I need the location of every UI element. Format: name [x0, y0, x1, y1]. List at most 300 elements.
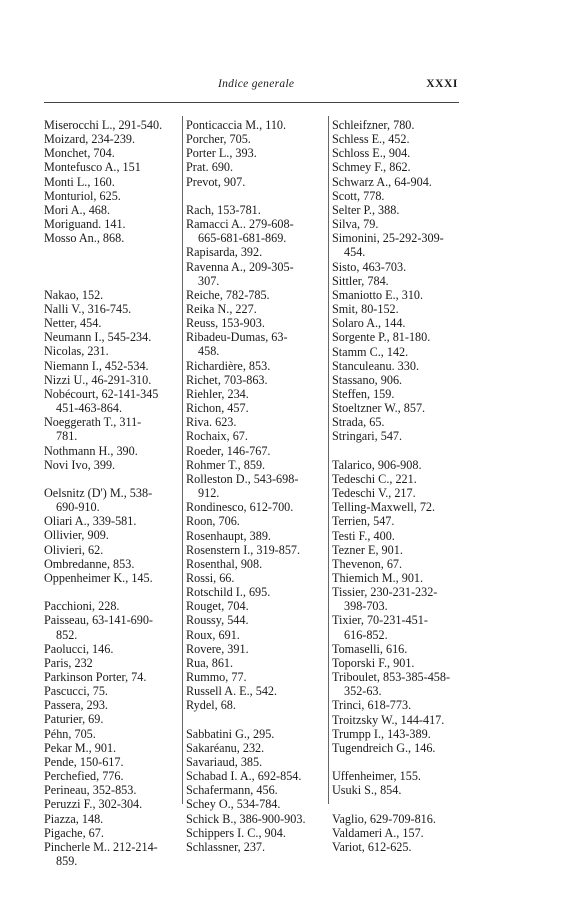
entry-text: Schloss E., 904.	[332, 146, 411, 161]
section-gap	[44, 585, 178, 599]
index-entry	[332, 345, 466, 359]
entry-text: Rochaix, 67.	[186, 429, 248, 444]
entry-text: Schabad I. A., 692-854.	[186, 769, 302, 784]
entry-text: Pigache, 67.	[44, 825, 104, 840]
index-entry	[186, 727, 326, 741]
index-entry	[186, 373, 326, 387]
index-entry	[44, 288, 178, 302]
entry-text: Rua, 861.	[186, 655, 234, 670]
index-entry	[44, 330, 178, 344]
index-entry	[186, 260, 326, 288]
entry-text: Prevot, 907.	[186, 174, 246, 189]
index-entry	[186, 797, 326, 811]
index-entry	[332, 472, 466, 486]
index-column-3	[332, 118, 466, 854]
entry-text: Sittler, 784.	[332, 273, 389, 288]
entry-text: Thiemich M., 901.	[332, 570, 424, 585]
index-entry	[44, 812, 178, 826]
index-entry	[332, 698, 466, 712]
entry-text: Testi F., 400.	[332, 528, 395, 543]
entry-text: Uffenheimer, 155.	[332, 769, 421, 784]
entry-continuation: 852.	[56, 627, 78, 642]
entry-text: Paisseau, 63-141-690-	[44, 613, 153, 628]
entry-text: Vaglio, 629-709-816.	[332, 811, 436, 826]
index-entry	[44, 217, 178, 231]
entry-text: Ollivier, 909.	[44, 528, 109, 543]
index-entry	[332, 274, 466, 288]
entry-text: Telling-Maxwell, 72.	[332, 500, 436, 515]
entry-text: Piazza, 148.	[44, 811, 104, 826]
entry-continuation: 912.	[198, 486, 220, 501]
entry-text: Schippers I. C., 904.	[186, 825, 286, 840]
index-entry	[186, 330, 326, 358]
index-entry	[332, 217, 466, 231]
column-divider	[328, 116, 329, 804]
index-entry	[44, 712, 178, 726]
index-entry	[332, 656, 466, 670]
entry-text: Monti L., 160.	[44, 174, 115, 189]
entry-text: Roussy, 544.	[186, 613, 249, 628]
index-entry	[332, 316, 466, 330]
entry-text: Rolleston D., 543-698-	[186, 471, 299, 486]
index-entry	[332, 160, 466, 174]
entry-text: Richardière, 853.	[186, 358, 271, 373]
entry-text: Netter, 454.	[44, 316, 102, 331]
entry-text: Stoeltzner W., 857.	[332, 401, 426, 416]
entry-text: Reuss, 153-903.	[186, 316, 265, 331]
entry-text: Schwarz A., 64-904.	[332, 174, 432, 189]
entry-continuation: 665-681-681-869.	[198, 231, 287, 246]
entry-text: Sisto, 463-703.	[332, 259, 407, 274]
index-entry	[186, 543, 326, 557]
entry-text: Stringari, 547.	[332, 429, 403, 444]
entry-text: Sabbatini G., 295.	[186, 726, 275, 741]
entry-text: Rossi, 66.	[186, 570, 235, 585]
index-entry	[44, 528, 178, 542]
entry-text: Stamm C., 142.	[332, 344, 409, 359]
entry-text: Niemann I., 452-534.	[44, 358, 149, 373]
index-entry	[44, 571, 178, 585]
index-entry	[332, 302, 466, 316]
entry-text: Perchefied, 776.	[44, 769, 124, 784]
entry-text: Moriguand. 141.	[44, 217, 126, 232]
index-entry	[186, 160, 326, 174]
entry-text: Nothmann H., 390.	[44, 443, 138, 458]
page-number: XXXI	[426, 78, 458, 90]
section-gap	[186, 713, 326, 727]
index-entry	[186, 769, 326, 783]
entry-text: Schless E., 452.	[332, 132, 410, 147]
entry-text: Troitzsky W., 144-417.	[332, 712, 445, 727]
index-entry	[186, 812, 326, 826]
entry-text: Porcher, 705.	[186, 132, 251, 147]
entry-text: Trumpp I., 143-389.	[332, 726, 431, 741]
index-entry	[186, 741, 326, 755]
index-entry	[332, 231, 466, 259]
entry-text: Rotschild I., 695.	[186, 585, 271, 600]
entry-text: Toporski F., 901.	[332, 655, 415, 670]
entry-text: Schlassner, 237.	[186, 839, 266, 854]
entry-text: Terrien, 547.	[332, 514, 395, 529]
entry-text: Rohmer T., 859.	[186, 457, 266, 472]
index-entry	[186, 316, 326, 330]
entry-text: Porter L., 393.	[186, 146, 257, 161]
entry-text: Thevenon, 67.	[332, 556, 403, 571]
index-entry	[332, 373, 466, 387]
entry-text: Reika N., 227.	[186, 302, 257, 317]
entry-text: Richet, 703-863.	[186, 372, 268, 387]
entry-text: Pende, 150-617.	[44, 754, 124, 769]
index-entry	[332, 500, 466, 514]
entry-text: Peruzzi F., 302-304.	[44, 797, 143, 812]
index-entry	[332, 288, 466, 302]
section-gap	[332, 755, 466, 769]
index-entry	[186, 571, 326, 585]
entry-text: Richon, 457.	[186, 401, 249, 416]
entry-text: Savariaud, 385.	[186, 755, 263, 769]
entry-text: Sorgente P., 81-180.	[332, 330, 431, 345]
index-entry	[186, 118, 326, 132]
index-entry	[332, 330, 466, 344]
index-entry	[44, 146, 178, 160]
entry-text: Trinci, 618-773.	[332, 698, 412, 713]
index-entry	[186, 599, 326, 613]
entry-text: Usuki S., 854.	[332, 783, 402, 798]
entry-text: Riva. 623.	[186, 415, 237, 430]
index-column-2	[186, 118, 326, 854]
index-entry	[44, 203, 178, 217]
index-entry	[332, 401, 466, 415]
index-entry	[44, 755, 178, 769]
index-entry	[332, 118, 466, 132]
index-entry	[44, 118, 178, 132]
entry-text: Neumann I., 545-234.	[44, 330, 152, 345]
entry-text: Tezner E, 901.	[332, 542, 403, 557]
index-entry	[332, 727, 466, 741]
index-entry	[44, 769, 178, 783]
index-entry	[186, 472, 326, 500]
index-entry	[186, 585, 326, 599]
entry-text: Montefusco A., 151	[44, 160, 141, 175]
entry-text: Schick B., 386-900-903.	[186, 811, 306, 826]
index-column-1	[44, 118, 178, 869]
index-entry	[186, 670, 326, 684]
index-entry	[332, 189, 466, 203]
index-entry	[44, 684, 178, 698]
index-entry	[186, 458, 326, 472]
section-gap	[44, 245, 178, 259]
entry-text: Noeggerath T., 311-	[44, 415, 142, 430]
index-entry	[44, 344, 178, 358]
index-entry	[44, 741, 178, 755]
entry-text: Monturiol, 625.	[44, 188, 121, 203]
entry-text: Paris, 232	[44, 655, 93, 670]
entry-continuation: 398-703.	[344, 599, 388, 614]
index-entry	[44, 486, 178, 514]
index-entry	[44, 727, 178, 741]
index-entry	[186, 288, 326, 302]
entry-text: Selter P., 388.	[332, 202, 400, 217]
entry-text: Russell A. E., 542.	[186, 684, 278, 699]
header-rule	[44, 102, 459, 103]
index-entry	[332, 840, 466, 854]
index-entry	[44, 514, 178, 528]
entry-text: Nakao, 152.	[44, 287, 104, 302]
entry-text: Rouget, 704.	[186, 599, 249, 614]
entry-text: Passera, 293.	[44, 698, 108, 713]
index-entry	[186, 245, 326, 259]
entry-text: Perineau, 352-853.	[44, 783, 137, 798]
index-entry	[44, 316, 178, 330]
entry-text: Ribadeu-Dumas, 63-	[186, 330, 288, 345]
entry-continuation: 352-63.	[344, 684, 382, 699]
index-entry	[186, 359, 326, 373]
index-entry	[186, 146, 326, 160]
section-gap	[44, 472, 178, 486]
index-entry	[332, 132, 466, 146]
index-entry	[332, 557, 466, 571]
index-entry	[186, 203, 326, 217]
index-entry	[186, 826, 326, 840]
entry-text: Mosso An., 868.	[44, 231, 125, 246]
index-entry	[44, 783, 178, 797]
entry-text: Tixier, 70-231-451-	[332, 613, 428, 628]
entry-text: Pincherle M.. 212-214-	[44, 839, 158, 854]
index-entry	[332, 769, 466, 783]
entry-text: Smaniotto E., 310.	[332, 287, 424, 302]
entry-text: Nicolas, 231.	[44, 344, 109, 359]
index-entry	[332, 387, 466, 401]
entry-text: Paturier, 69.	[44, 712, 104, 727]
index-entry	[44, 160, 178, 174]
entry-continuation: 690-910.	[56, 500, 100, 515]
entry-text: Tomaselli, 616.	[332, 641, 408, 656]
index-entry	[186, 755, 326, 769]
index-entry	[332, 260, 466, 274]
entry-text: Variot, 612-625.	[332, 839, 412, 854]
index-entry	[332, 429, 466, 443]
index-entry	[44, 302, 178, 316]
index-entry	[332, 670, 466, 698]
index-entry	[332, 458, 466, 472]
section-gap	[44, 260, 178, 274]
index-entry	[44, 175, 178, 189]
entry-continuation: 616-852.	[344, 627, 388, 642]
entry-text: Moizard, 234-239.	[44, 132, 136, 147]
entry-text: Pacchioni, 228.	[44, 599, 120, 614]
index-entry	[332, 713, 466, 727]
entry-text: Tedeschi V., 217.	[332, 486, 416, 501]
index-entry	[186, 217, 326, 245]
entry-text: Parkinson Porter, 74.	[44, 670, 147, 685]
entry-text: Stassano, 906.	[332, 372, 403, 387]
entry-text: Ramacci A.. 279-608-	[186, 217, 294, 232]
entry-text: Strada, 65.	[332, 415, 385, 430]
entry-text: Scott, 778.	[332, 188, 385, 203]
entry-text: Monchet, 704.	[44, 146, 115, 161]
index-entry	[44, 557, 178, 571]
index-entry	[186, 132, 326, 146]
entry-text: Paolucci, 146.	[44, 641, 114, 656]
index-entry	[332, 146, 466, 160]
index-entry	[44, 189, 178, 203]
index-entry	[44, 642, 178, 656]
index-entry	[186, 514, 326, 528]
index-entry	[332, 613, 466, 641]
index-entry	[186, 429, 326, 443]
entry-text: Steffen, 159.	[332, 386, 395, 401]
entry-continuation: 458.	[198, 344, 220, 359]
index-entry	[186, 642, 326, 656]
index-entry	[332, 826, 466, 840]
entry-text: Rondinesco, 612-700.	[186, 500, 294, 515]
index-entry	[186, 557, 326, 571]
index-entry	[332, 642, 466, 656]
entry-text: Silva, 79.	[332, 217, 379, 232]
entry-text: Tedeschi C., 221.	[332, 471, 417, 486]
entry-text: Pekar M., 901.	[44, 740, 117, 755]
entry-text: Mori A., 468.	[44, 202, 111, 217]
index-entry	[44, 458, 178, 472]
header-title: Indice generale	[218, 78, 295, 90]
index-entry	[44, 359, 178, 373]
index-entry	[332, 741, 466, 755]
entry-text: Tugendreich G., 146.	[332, 740, 436, 755]
index-entry	[332, 203, 466, 217]
index-entry	[186, 302, 326, 316]
entry-text: Rapisarda, 392.	[186, 245, 263, 260]
section-gap	[44, 274, 178, 288]
entry-text: Oelsnitz (D') M., 538-	[44, 486, 153, 500]
entry-text: Pascucci, 75.	[44, 684, 108, 699]
entry-text: Rummo, 77.	[186, 670, 247, 685]
column-divider	[182, 116, 183, 804]
entry-text: Ravenna A., 209-305-	[186, 259, 294, 274]
section-gap	[332, 444, 466, 458]
index-entry	[44, 543, 178, 557]
index-entry	[186, 628, 326, 642]
page-header	[0, 78, 565, 98]
entry-text: Rosenhaupt, 389.	[186, 528, 271, 543]
entry-text: Roux, 691.	[186, 627, 240, 642]
index-entry	[44, 698, 178, 712]
index-entry	[44, 415, 178, 443]
entry-text: Rach, 153-781.	[186, 202, 261, 217]
index-entry	[44, 840, 178, 868]
index-entry	[186, 840, 326, 854]
index-entry	[186, 401, 326, 415]
entry-text: Schmey F., 862.	[332, 160, 411, 175]
entry-text: Rosenthal, 908.	[186, 556, 263, 571]
index-entry	[44, 826, 178, 840]
index-entry	[44, 613, 178, 641]
entry-text: Novi Ivo, 399.	[44, 457, 116, 472]
index-entry	[332, 415, 466, 429]
index-entry	[186, 656, 326, 670]
entry-text: Miserocchi L., 291-540.	[44, 118, 163, 132]
index-entry	[332, 585, 466, 613]
entry-text: Roeder, 146-767.	[186, 443, 271, 458]
entry-text: Talarico, 906-908.	[332, 457, 422, 472]
entry-text: Roon, 706.	[186, 514, 240, 529]
index-entry	[332, 514, 466, 528]
entry-text: Ombredanne, 853.	[44, 556, 135, 571]
index-entry	[44, 599, 178, 613]
index-entry	[186, 684, 326, 698]
index-entry	[44, 656, 178, 670]
index-entry	[186, 387, 326, 401]
entry-text: Rydel, 68.	[186, 698, 236, 713]
entry-text: Reiche, 782-785.	[186, 287, 270, 302]
entry-continuation: 451-463-864.	[56, 401, 123, 416]
index-entry	[44, 387, 178, 415]
entry-text: Triboulet, 853-385-458-	[332, 670, 451, 685]
entry-text: Nalli V., 316-745.	[44, 301, 132, 316]
entry-text: Oliari A., 339-581.	[44, 514, 137, 529]
entry-text: Rovere, 391.	[186, 641, 249, 656]
entry-text: Schafermann, 456.	[186, 783, 278, 798]
index-entry	[44, 444, 178, 458]
entry-text: Schey O., 534-784.	[186, 797, 281, 812]
index-entry	[44, 373, 178, 387]
index-entry	[44, 132, 178, 146]
entry-text: Smit, 80-152.	[332, 302, 399, 317]
entry-text: Tissier, 230-231-232-	[332, 585, 438, 600]
entry-text: Riehler, 234.	[186, 386, 249, 401]
section-gap	[332, 797, 466, 811]
index-entry	[332, 529, 466, 543]
entry-text: Rosenstern I., 319-857.	[186, 542, 301, 557]
entry-text: Simonini, 25-292-309-	[332, 231, 444, 246]
entry-text: Nobécourt, 62-141-345	[44, 386, 159, 401]
index-entry	[186, 529, 326, 543]
section-gap	[186, 189, 326, 203]
index-entry	[186, 783, 326, 797]
index-entry	[332, 571, 466, 585]
entry-text: Olivieri, 62.	[44, 542, 104, 557]
entry-continuation: 307.	[198, 273, 220, 288]
entry-text: Péhn, 705.	[44, 726, 96, 741]
entry-text: Solaro A., 144.	[332, 316, 406, 331]
entry-text: Ponticaccia M., 110.	[186, 118, 287, 132]
index-entry	[332, 486, 466, 500]
index-entry	[186, 698, 326, 712]
index-entry	[186, 444, 326, 458]
index-entry	[186, 613, 326, 627]
index-entry	[332, 783, 466, 797]
entry-continuation: 859.	[56, 854, 78, 869]
index-entry	[332, 359, 466, 373]
entry-text: Valdameri A., 157.	[332, 825, 424, 840]
entry-continuation: 454.	[344, 245, 366, 260]
entry-text: Schleifzner, 780.	[332, 118, 415, 132]
index-entry	[332, 175, 466, 189]
entry-text: Oppenheimer K., 145.	[44, 570, 153, 585]
index-entry	[44, 231, 178, 245]
index-entry	[44, 797, 178, 811]
index-entry	[332, 543, 466, 557]
entry-text: Sakaréanu, 232.	[186, 740, 265, 755]
entry-text: Nizzi U., 46-291-310.	[44, 372, 152, 387]
index-entry	[186, 175, 326, 189]
index-entry	[186, 500, 326, 514]
entry-text: Prat. 690.	[186, 160, 234, 175]
entry-text: Stanculeanu. 330.	[332, 358, 419, 373]
entry-continuation: 781.	[56, 429, 78, 444]
index-entry	[186, 415, 326, 429]
index-entry	[44, 670, 178, 684]
index-entry	[332, 812, 466, 826]
